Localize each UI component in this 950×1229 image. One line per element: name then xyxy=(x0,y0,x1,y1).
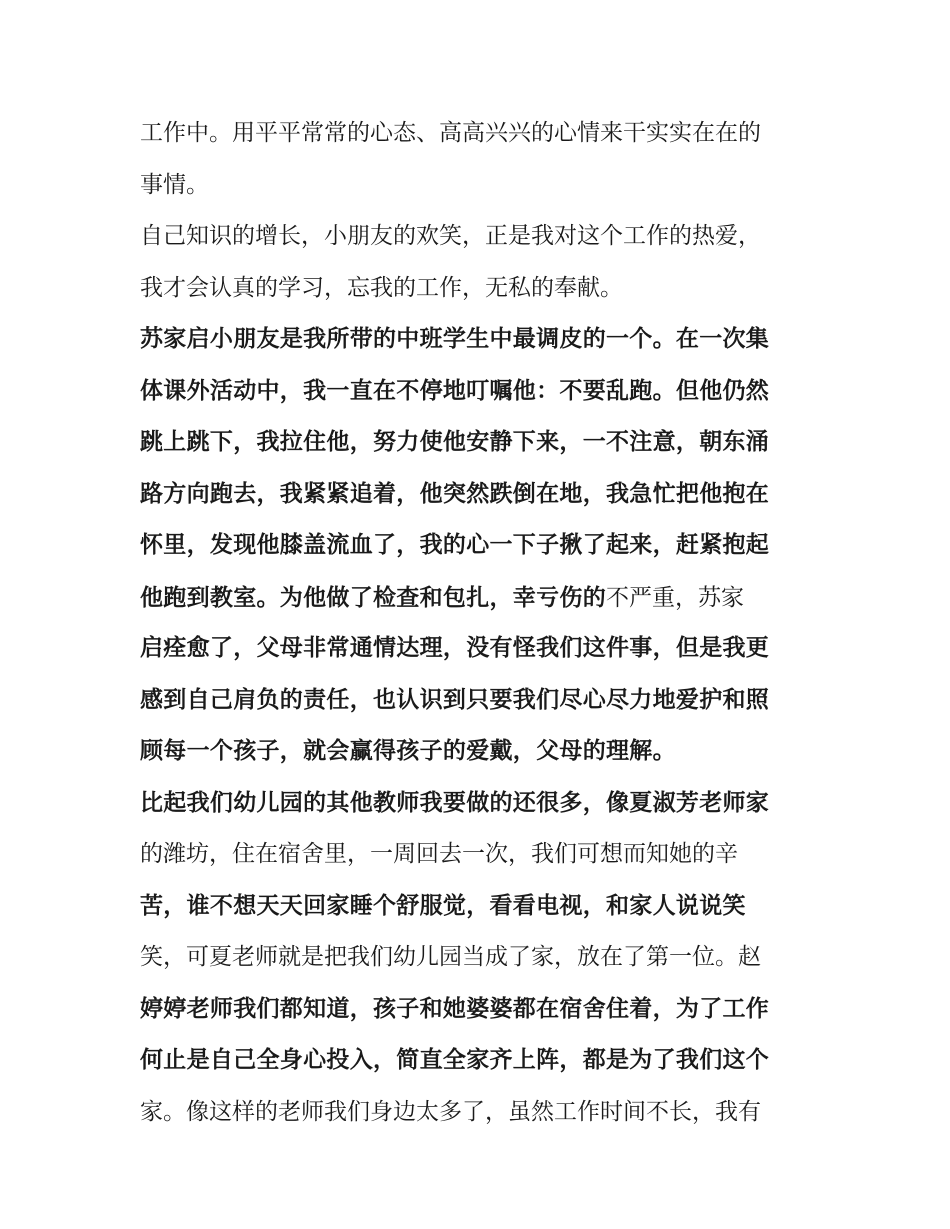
text-line: 笑，可夏老师就是把我们幼儿园当成了家，放在了第一位。赵 xyxy=(140,944,761,970)
text-segment: 他跑到教室。为他做了检查和包扎，幸亏伤的 xyxy=(140,584,606,611)
text-line: 婷婷老师我们都知道，孩子和她婆婆都在宿舍住着，为了工作 xyxy=(140,995,770,1022)
text-segment: 不严重，苏家 xyxy=(606,584,744,611)
text-line: 苏家启小朋友是我所带的中班学生中最调皮的一个。在一次集 xyxy=(140,326,770,352)
text-line: 比起我们幼儿园的其他教师我要做的还很多，像夏淑芳老师家 xyxy=(140,789,770,816)
text-line: 体课外活动中，我一直在不停地叮嘱他：不要乱跑。但他仍然 xyxy=(140,377,770,404)
text-line: 事情。 xyxy=(140,171,209,198)
text-line: 顾每一个孩子，就会赢得孩子的爱戴，父母的理解。 xyxy=(140,738,676,764)
text-line: 工作中。用平平常常的心态、高高兴兴的心情来干实实在在的 xyxy=(140,120,761,146)
text-line: 的潍坊，住在宿舍里，一周回去一次，我们可想而知她的辛 xyxy=(140,841,738,867)
body-text xyxy=(140,108,815,1138)
text-line: 何止是自己全身心投入，简直全家齐上阵，都是为了我们这个 xyxy=(140,1047,770,1073)
text-line: 家。像这样的老师我们身边太多了，虽然工作时间不长，我有 xyxy=(140,1098,761,1125)
text-line: 跳上跳下，我拉住他，努力使他安静下来，一不注意，朝东涌 xyxy=(140,429,770,455)
text-line: 我才会认真的学习，忘我的工作，无私的奉献。 xyxy=(140,274,623,301)
text-line: 苦，谁不想天天回家睡个舒服觉，看看电视，和家人说说笑 xyxy=(140,892,746,919)
text-line: 启痊愈了，父母非常通情达理，没有怪我们这件事，但是我更 xyxy=(140,635,770,661)
text-line-mixed xyxy=(140,572,815,624)
text-line: 怀里，发现他膝盖流血了，我的心一下子揪了起来，赶紧抱起 xyxy=(140,532,770,558)
text-line: 感到自己肩负的责任，也认识到只要我们尽心尽力地爱护和照 xyxy=(140,686,770,713)
text-line: 自己知识的增长，小朋友的欢笑，正是我对这个工作的热爱， xyxy=(140,223,761,249)
text-line: 路方向跑去，我紧紧追着，他突然跌倒在地，我急忙把他抱在 xyxy=(140,480,770,507)
